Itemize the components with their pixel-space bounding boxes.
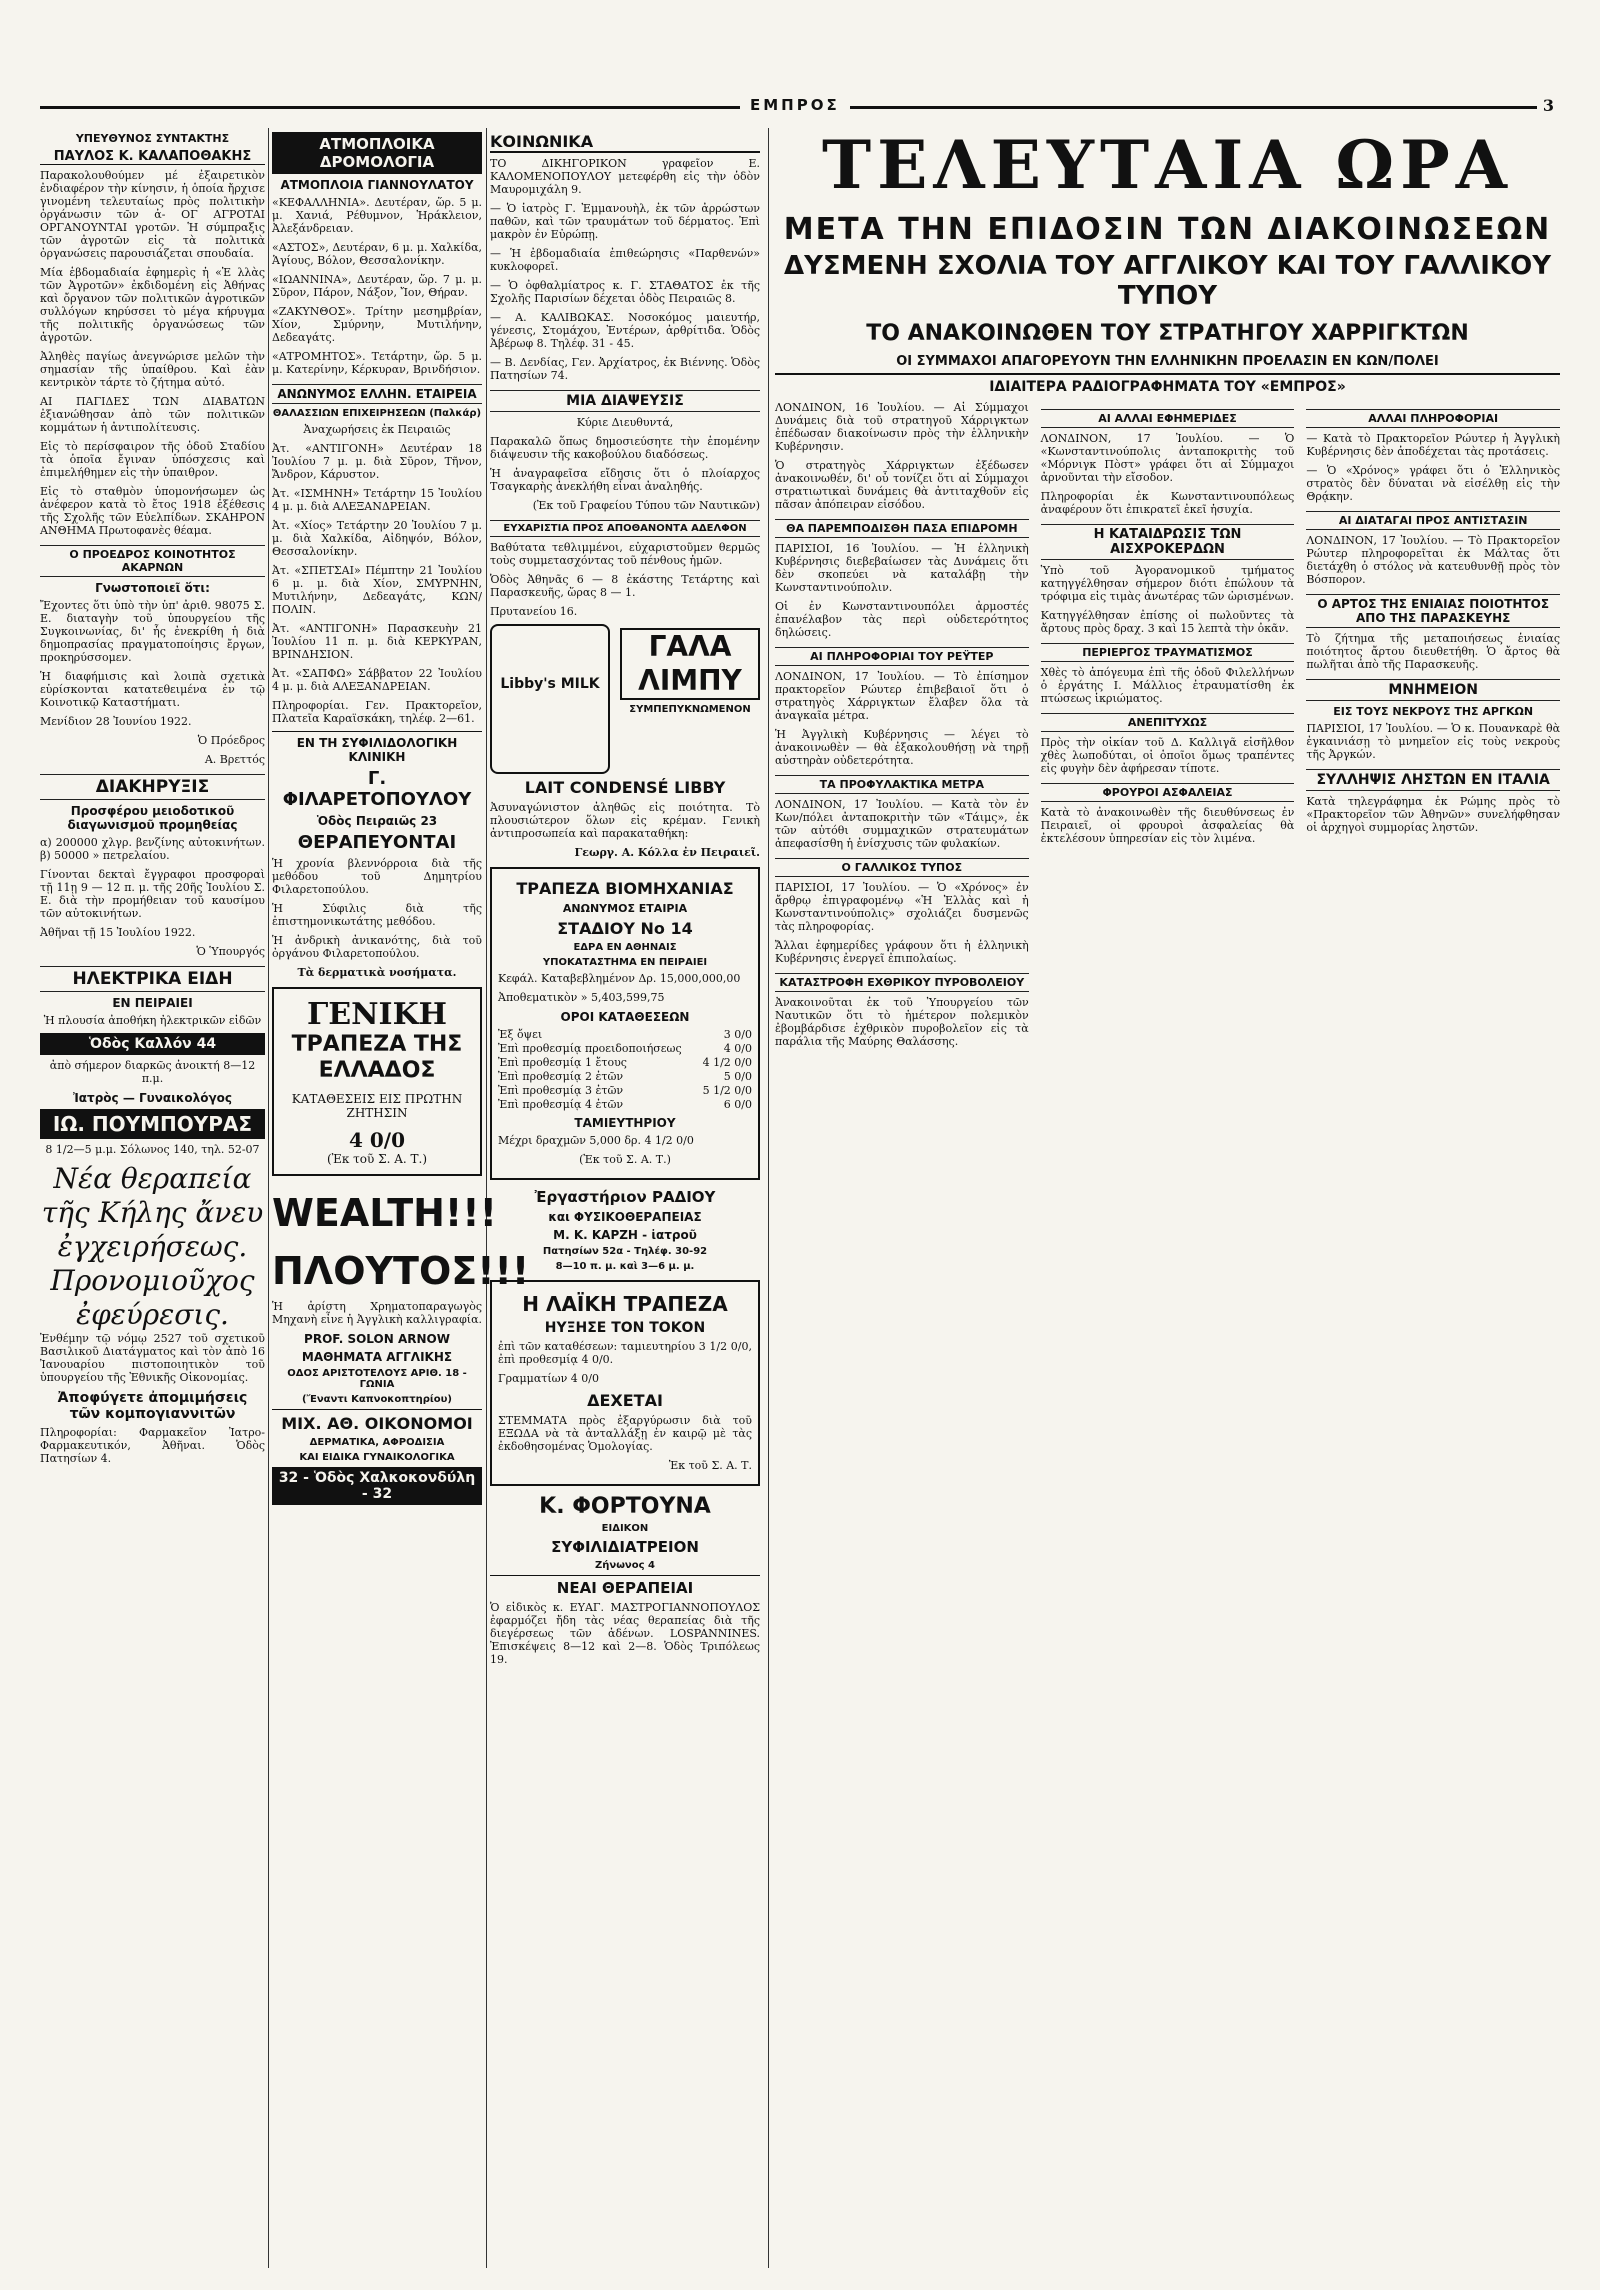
- milk-french: LAIT CONDENSÉ LIBBY: [524, 778, 726, 797]
- milk-brand: ΓΑΛΑ ΛΙΜΠΥ: [620, 628, 760, 700]
- breaking-headline: ΤΟ ΑΝΑΚΟΙΝΩΘΕΝ ΤΟΥ ΣΤΡΑΤΗΓΟΥ ΧΑΡΡΙΓΚΤΩΝ: [866, 321, 1469, 346]
- electric-paragraph: Ἡ πλουσία ἀποθήκη ἠλεκτρικῶν εἰδῶν: [43, 1014, 262, 1027]
- popular-bank-sub: ΗΥΞΗΣΕ ΤΟΝ ΤΟΚΟΝ: [544, 1320, 706, 1336]
- column-divider: [268, 128, 269, 2268]
- milk-can-icon: Libby's MILK: [490, 624, 610, 774]
- rate-value: 5 0/0: [723, 1070, 752, 1083]
- editorial-paragraph: Ἀληθὲς παγίως ἀνεγνώρισε μελῶν τὴν σημασίαν τῆς ὑπαίθρου. Καὶ ἐὰν κεντρικὸν τάρτε τὸ ζήτημα αὐτό.: [40, 350, 265, 389]
- article-paragraph: Πληροφορίαι ἐκ Κωνσταντινουπόλεως ἀναφέρουν ὅτι ἐπικρατεῖ ἐκεῖ ἡσυχία.: [1040, 490, 1295, 516]
- notice-sign: Ὁ Πρόεδρος: [197, 734, 265, 747]
- clinic-paragraph: Ἡ Σύφιλις διὰ τῆς ἐπιστημονικωτάτης μεθόδου.: [272, 902, 482, 928]
- popular-bank-ad: [490, 1280, 760, 1486]
- notice-paragraph: Ἡ διαφήμισις καὶ λοιπὰ σχετικὰ εὑρίσκονται κατατεθειμένα ἐν τῷ Κοινοτικῷ Καταστήματι.: [40, 670, 265, 709]
- denial-paragraph: Ἡ ἀναγραφεῖσα εἴδησις ὅτι ὁ πλοίαρχος Τσαγκαρὴς ἀνεκλήθη εἶναι ἀναληθής.: [490, 467, 760, 493]
- article-subtitle: ΕΙΣ ΤΟΥΣ ΝΕΚΡΟΥΣ ΤΗΣ ΑΡΓΚΩΝ: [1333, 705, 1534, 718]
- editorial-paragraph: Εἰς τὸ περίσφαιρον τῆς ὁδοῦ Σταδίου τὰ ὁποῖα ἔγιναν ὑπόσχεσις καὶ ἐπιμελήθημεν εἰς τὴν ὑπαιθρον.: [40, 440, 265, 479]
- rate-label: Ἐπὶ προθεσμίᾳ προειδοποιήσεως: [498, 1042, 682, 1055]
- fortuna-name: Κ. ΦΟΡΤΟΥΝΑ: [539, 1494, 711, 1519]
- article-paragraph: ΛΟΝΔΙΝΟΝ, 17 Ἰουλίου. — Κατὰ τὸν ἐν Κων/πόλει ἀνταποκριτὴν τῶν «Τάιμς», ἐκ τῶν αὐτόθι συμμαχικῶν στρατευμάτων ἀπεφασίσθη ἡ ἐνίσχυσις τῶν φυλακίων.: [775, 798, 1029, 850]
- therapy-title: ΝΕΑΙ ΘΕΡΑΠΕΙΑΙ: [490, 1575, 760, 1597]
- article-paragraph: — Ὁ «Χρόνος» γράφει ὅτι ὁ Ἑλληνικὸς στρατὸς δὲν δύναται νὰ εἰσέλθῃ εἰς τὴν Θρᾴκην.: [1306, 464, 1561, 503]
- page-number: 3: [1537, 96, 1560, 115]
- rate-row: [498, 1084, 752, 1098]
- clinic-paragraph: Τὰ δερματικὰ νοσήματα.: [297, 966, 457, 979]
- thanks-address: Πρυτανείου 16.: [490, 605, 578, 618]
- company-paragraph: Ἀτ. «ΙΣΜΗΝΗ» Τετάρτην 15 Ἰουλίου 4 μ. μ. διὰ ΑΛΕΞΑΝΔΡΕΙΑΝ.: [272, 487, 482, 513]
- ploutos-headline: ΠΛΟΥΤΟΣ!!!: [272, 1249, 530, 1293]
- shipping-title: ΑΤΜΟΠΛΟΙΚΑ ΔΡΟΜΟΛΟΓΙΑ: [272, 132, 482, 174]
- article-title: ΑΝΕΠΙΤΥΧΩΣ: [1041, 713, 1295, 732]
- hernia-ad-paragraph: Ἐνθέμην τῷ νόμῳ 2527 τοῦ σχετικοῦ Βασιλικοῦ Διατάγματος καὶ τὸν ἀπὸ 16 Ἰανουαρίου πιστοποιητικὸν τοῦ ὑπουργείου τῆς Ἐθνικῆς Οἰκονομίας.: [40, 1332, 265, 1384]
- doctor2-name: ΜΙΧ. ΑΘ. ΟΙΚΟΝΟΜΟΙ: [272, 1409, 482, 1433]
- industry-bank-savings-line: Μέχρι δραχμῶν 5,000 δρ. 4 1/2 0/0: [498, 1134, 694, 1147]
- radio-name: Μ. Κ. ΚΑΡΖΗ - ἰατροῦ: [553, 1228, 697, 1242]
- company-paragraph: Ἀτ. «Χίος» Τετάρτην 20 Ἰουλίου 7 μ. μ. διὰ Χαλκίδα, Αἰδηψόν, Βόλον, Θεσσαλονίκην.: [272, 519, 482, 558]
- article-paragraph: ΛΟΝΔΙΝΟΝ, 16 Ἰουλίου. — Αἱ Σύμμαχοι Δυνάμεις διὰ τοῦ στρατηγοῦ Χάρριγκτων ἐπέδωσαν διακοίνωσιν πρὸς τὴν ἑλληνικὴν Κυβέρνησιν.: [775, 401, 1029, 453]
- electric-address: Ὁδὸς Καλλόν 44: [40, 1033, 265, 1055]
- article-paragraph: ΛΟΝΔΙΝΟΝ, 17 Ἰουλίου. — Τὸ Πρακτορεῖον Ρώυτερ πληροφορεῖται ἐκ Μάλτας ὅτι διετάχθη ὁ στόλος νὰ κατευθυνθῇ πρὸς τὸν Βόσπορον.: [1306, 534, 1561, 586]
- popular-bank-paragraph: ἐπὶ τῶν καταθέσεων: ταμιευτηρίου 3 1/2 0/0, ἐπὶ προθεσμίᾳ 4 0/0.: [498, 1340, 752, 1366]
- notice-title: Ο ΠΡΟΕΔΡΟΣ ΚΟΙΝΟΤΗΤΟΣ ΑΚΑΡΝΩΝ: [40, 545, 265, 577]
- clinic-paragraph: Ἡ ἀνδρικὴ ἀνικανότης, διὰ τοῦ ὀργάνου Φιλαρετοπούλου.: [272, 934, 482, 960]
- doctor-kicker: Ἰατρὸς — Γυναικολόγος: [73, 1091, 232, 1105]
- breaking-subcolumns: [775, 401, 1560, 1054]
- rate-value: 3 0/0: [723, 1028, 752, 1041]
- article-paragraph: Τὸ ζήτημα τῆς μεταποιήσεως ἑνιαίας ποιότητος ἄρτου διευθετήθη. Ὁ ἄρτος θὰ πωλῆται ἀπὸ τῆς Παρασκευῆς.: [1306, 632, 1561, 671]
- declaration-paragraph: α) 200000 χλγρ. βενζίνης αὐτοκινήτων. β) 50000 » πετρελαίου.: [40, 836, 265, 862]
- industry-bank-sub: ΑΝΩΝΥΜΟΣ ΕΤΑΙΡΙΑ: [562, 902, 688, 915]
- clinic-paragraph: Ἡ χρονία βλεννόρροια διὰ τῆς μεθόδου τοῦ Δημητρίου Φιλαρετοπούλου.: [272, 857, 482, 896]
- industry-bank-source: (Ἐκ τοῦ Σ. Α. Τ.): [579, 1153, 671, 1166]
- radio-address: Πατησίων 52α - Τηλέφ. 30-92: [542, 1246, 708, 1257]
- thanks-title: ΕΥΧΑΡΙΣΤΙΑ ΠΡΟΣ ΑΠΟΘΑΝΟΝΤΑ ΑΔΕΛΦΟΝ: [490, 520, 760, 537]
- article-paragraph: Χθὲς τὸ ἀπόγευμα ἐπὶ τῆς ὁδοῦ Φιλελλήνων ὁ ἐργάτης Ι. Μάλλιος ἐτραυματίσθη ἐκ πτώσεως ἱκριώματος.: [1040, 666, 1295, 705]
- article-title: ΤΑ ΠΡΟΦΥΛΑΚΤΙΚΑ ΜΕΤΡΑ: [775, 775, 1029, 794]
- professor-address: (Ἔναντι Καπνοκοπτηρίου): [302, 1394, 452, 1405]
- shipping-paragraph: «ΙΩΑΝΝΙΝΑ», Δευτέραν, ὥρ. 7 μ. μ. Σῦρον, Πάρον, Νάξον, Ἴον, Θήραν.: [272, 273, 482, 299]
- rate-value: 4 0/0: [723, 1042, 752, 1055]
- article-title: ΘΑ ΠΑΡΕΜΠΟΔΙΣΘΗ ΠΑΣΑ ΕΠΙΔΡΟΜΗ: [775, 519, 1029, 538]
- milk-ad-paragraph: Ἀσυναγώνιστον ἀληθῶς εἰς ποιότητα. Τὸ πλουσιώτερον ὅλων εἰς κρέμαν. Γενικὴ ἀντιπροσωπεία καὶ παρακαταθήκη:: [490, 801, 760, 840]
- therapy-paragraph: Ὁ εἰδικὸς κ. ΕΥΑΓ. ΜΑΣΤΡΟΓΙΑΝΝΟΠΟΥΛΟΣ ἐφαρμόζει ἤδη τὰς νέας θεραπείας διὰ τῆς διεγέρσεως τῶν ἀδένων. LOSPANNINES. Ἐπισκέψεις 8—12 καὶ 2—8. Ὁδὸς Τριπόλεως 19.: [490, 1601, 760, 1666]
- social-title: ΚΟΙΝΩΝΙΚΑ: [490, 132, 760, 153]
- declaration-title: ΔΙΑΚΗΡΥΞΙΣ: [40, 774, 265, 800]
- milk-sub: ΣΥΜΠΕΠΥΚΝΩΜΕΝΟΝ: [629, 704, 751, 715]
- notice-sub: Γνωστοποιεῖ ὅτι:: [95, 581, 210, 595]
- article-paragraph: — Κατὰ τὸ Πρακτορεῖον Ρώυτερ ἡ Ἀγγλικὴ Κυβέρνησις δὲν ἀποδέχεται τὰς προτάσεις.: [1306, 432, 1561, 458]
- radio-kicker: Ἐργαστήριον ΡΑΔΙΟΥ: [534, 1188, 716, 1206]
- shipping-paragraph: «ΑΣΤΟΣ», Δευτέραν, 6 μ. μ. Χαλκίδα, Ἁγίους, Βόλον, Θεσσαλονίκην.: [272, 241, 482, 267]
- radio-sub: και ΦΥΣΙΚΟΘΕΡΑΠΕΙΑΣ: [548, 1210, 702, 1224]
- electric-hours: ἀπὸ σήμερον διαρκῶς ἀνοικτή 8—12 π.μ.: [49, 1059, 256, 1085]
- bank-ad-rate: 4 0/0: [348, 1128, 405, 1152]
- bank-ad-line: ΓΕΝΙΚΗ: [306, 997, 448, 1032]
- declaration-paragraph: Γίνονται δεκταὶ ἔγγραφοι προσφοραὶ τῇ 11ῃ 9 — 12 π. μ. τῆς 20ῆς Ἰουλίου Σ. Ε. διὰ τὴν προμήθειαν τοῦ καυσίμου τῶν αὐτοκινήτων.: [40, 868, 265, 920]
- article-paragraph: Ἡ Ἀγγλικὴ Κυβέρνησις — λέγει τὸ ἀνακοινωθὲν — θὰ ἐξακολουθήσῃ νὰ τηρῇ αὐστηρὰν οὐδετερότητα.: [775, 728, 1029, 767]
- article-title: ΚΑΤΑΣΤΡΟΦΗ ΕΧΘΡΙΚΟΥ ΠΥΡΟΒΟΛΕΙΟΥ: [775, 973, 1029, 992]
- subcolumn-left: [775, 401, 1029, 1054]
- article-paragraph: Ἀνακοινοῦται ἐκ τοῦ Ὑπουργείου τῶν Ναυτικῶν ὅτι τὸ ἡμέτερον πολεμικὸν ἐβομβάρδισε ἐχθρικὸν πυροβολεῖον εἰς τὰ παράλια τῆς Μαύρης Θαλάσσης.: [775, 996, 1029, 1048]
- article-title: Ο ΑΡΤΟΣ ΤΗΣ ΕΝΙΑΙΑΣ ΠΟΙΟΤΗΤΟΣ ΑΠΟ ΤΗΣ ΠΑΡΑΣΚΕΥΗΣ: [1306, 594, 1560, 628]
- masthead: [40, 96, 1560, 116]
- company-paragraph: Ἀτ. «ΣΑΠΦΩ» Σάββατον 22 Ἰουλίου 4 μ. μ. διὰ ΑΛΕΞΑΝΔΡΕΙΑΝ.: [272, 667, 482, 693]
- shipping-paragraph: «ΑΤΡΟΜΗΤΟΣ». Τετάρτην, ὥρ. 5 μ. μ. Κατερίνην, Κέρκυραν, Βρινδήσιον.: [272, 350, 482, 376]
- editorial-paragraph: Μία ἑβδομαδιαία ἐφημερὶς ἡ «Ἑ λλὰς τῶν Ἀγροτῶν» ἐκδιδομένη εἰς Ἀθήνας καὶ ὄργανον τῶν πολιτικῶν ἀγροτικῶν συλλόγων κηρύσσει τὸ μέγα κήρυγμα τῆς πολιτικῆς ὀργανώσεως τῶν ἀγροτῶν.: [40, 266, 265, 344]
- article-paragraph: ΛΟΝΔΙΝΟΝ, 17 Ἰουλίου. — Τὸ ἐπίσημον πρακτορεῖον Ρώυτερ ἐπιβεβαιοῖ ὅτι ὁ στρατηγὸς Χάρριγκτων ἔλαβεν ὅλα τὰ ἀναγκαῖα μέτρα.: [775, 670, 1029, 722]
- wealth-headline: WEALTH!!!: [272, 1191, 497, 1235]
- article-title: ΑΙ ΠΛΗΡΟΦΟΡΙΑΙ ΤΟΥ ΡΕΫΤΕΡ: [775, 647, 1029, 666]
- social-paragraph: — Α. ΚΑΛΙΒΩΚΑΣ. Νοσοκόμος μαιευτήρ, γένεσις, Στομάχου, Ἐντέρων, ἀρθρίτιδα. Ὁδὸς Ἀβέρωφ 8. Τηλέφ. 31 - 45.: [490, 311, 760, 350]
- industry-bank-capital: Κεφάλ. Καταβεβλημένον Δρ. 15,000,000,00: [498, 972, 741, 985]
- shipping-paragraph: «ΚΕΦΑΛΛΗΝΙΑ». Δευτέραν, ὥρ. 5 μ. μ. Χανιά, Ρέθυμνον, Ἡράκλειον, Ἀλεξάνδρειαν.: [272, 196, 482, 235]
- fortuna-sub2: ΣΥΦΙΛΙΔΙΑΤΡΕΙΟΝ: [551, 1538, 699, 1556]
- article-paragraph: Πρὸς τὴν οἰκίαν τοῦ Δ. Καλλιγᾶ εἰσῆλθον χθὲς λωποδύται, οἱ ὁποῖοι ὅμως τραπέντες εἰς φυγὴν δὲν ἀφήρεσαν τίποτε.: [1040, 736, 1295, 775]
- social-paragraph: ΤΟ ΔΙΚΗΓΟΡΙΚΟΝ γραφεῖον Ε. ΚΑΛΟΜΕΝΟΠΟΥΛΟΥ μετεφέρθη εἰς τὴν ὁδὸν Μαυρομιχάλη 9.: [490, 157, 760, 196]
- bank-ad-source: (Ἐκ τοῦ Σ. Α. Τ.): [326, 1152, 428, 1166]
- article-paragraph: ΠΑΡΙΣΙΟΙ, 17 Ἰουλίου. — Ὁ «Χρόνος» ἐν ἄρθρῳ ἐπιγραφομένῳ «Ἡ Ἑλλὰς καὶ ἡ Κωνσταντινούπολις» σχολιάζει δυσμενῶς τὰς πληροφορίας.: [775, 881, 1029, 933]
- editorial-paragraph: Παρακολουθούμεν μέ ἐξαιρετικὸν ἐνδιαφέρον τὴν κίνησιν, ἡ ὁποία ἤρχισε γινομένη τελευταίως πρὸς πολιτικὴν ὀργάνωσιν τῶν ἀ- ΟΓ ΑΓΡΟΤΑΙ ΟΡΓΑΝΟΥΝΤΑΙ γροτῶν. Ἡ σύμπραξις τῶν ἀγροτῶν εἰς τὰ πολιτικὰ ὀργανώσεις παρουσιάζεται σπουδαία.: [40, 169, 265, 260]
- rate-label: Ἐξ ὄψει: [498, 1028, 543, 1041]
- editor-name: ΠΑΥΛΟΣ Κ. ΚΑΛΑΠΟΘΑΚΗΣ: [40, 149, 265, 165]
- article-paragraph: Κατὰ τὸ ἀνακοινωθὲν τῆς διευθύνσεως ἐν Πειραιεῖ, οἱ φρουροὶ ἀσφαλείας θὰ ἐκτελέσουν ὑπηρεσίαν εἰς τὸν λιμένα.: [1040, 806, 1295, 845]
- doctor-address: 8 1/2—5 μ.μ. Σόλωνος 140, τηλ. 52-07: [45, 1143, 260, 1156]
- industry-bank-address: ΣΤΑΔΙΟΥ Νο 14: [557, 919, 693, 938]
- hernia-ad-warning: Ἀποφύγετε ἀπομιμήσεις τῶν κομπογιαννιτῶν: [57, 1390, 248, 1422]
- social-paragraph: — Ὁ ἰατρὸς Γ. Ἐμμανουὴλ, ἐκ τῶν ἀρρώστων παθῶν, καὶ τῶν τραυμάτων τοῦ δέρματος. Ἐπὶ μακρὸν ἐν Εὐρώπῃ.: [490, 202, 760, 241]
- notice-paragraph: Ἔχοντες ὅτι ὑπὸ τὴν ὑπ' ἀριθ. 98075 Σ. Ε. διαταγὴν τοῦ ὑπουργείου τῆς Συγκοινωνίας, δι' ἧς ἐνεκρίθη ἡ διὰ δημοπρασίας πραγματοποίησις ἔργων, προκηρύσσομεν.: [40, 599, 265, 664]
- rate-value: 5 1/2 0/0: [702, 1084, 752, 1097]
- breaking-headline: ΙΔΙΑΙΤΕΡΑ ΡΑΔΙΟΓΡΑΦΗΜΑΤΑ ΤΟΥ «ΕΜΠΡΟΣ»: [989, 379, 1346, 395]
- hernia-ad-paragraph: Πληροφορίαι: Φαρμακεῖον Ἰατρο-Φαρμακευτικόν, Ἀθῆναι. Ὁδὸς Πατησίων 4.: [40, 1426, 265, 1465]
- article-title: ΑΛΛΑΙ ΠΛΗΡΟΦΟΡΙΑΙ: [1306, 409, 1560, 428]
- social-paragraph: — Ἡ ἐβδομαδιαία ἐπιθεώρησις «Παρθενών» κυκλοφορεῖ.: [490, 247, 760, 273]
- company-paragraph: Ἀναχωρήσεις ἐκ Πειραιῶς: [303, 423, 451, 436]
- declaration-sub: Προσφέρου μειοδοτικοῦ διαγωνισμοῦ προμηθείας: [67, 804, 238, 832]
- editorial-paragraph: ΑΙ ΠΑΓΙΔΕΣ ΤΩΝ ΔΙΑΒΑΤΩΝ ἐξιανώθησαν ἀπὸ τῶν πολιτικῶν κομμάτων ἡ ἀντιπολίτευσις.: [40, 395, 265, 434]
- doctor2-address: 32 - Ὁδὸς Χαλκοκονδύλη - 32: [272, 1467, 482, 1505]
- wealth-paragraph: Ἡ ἀρίστη Χρηματοπαραγωγὸς Μηχανὴ εἶνε ἡ Ἀγγλικὴ καλλιγραφία.: [272, 1300, 483, 1326]
- rate-row: [498, 1056, 752, 1070]
- subcolumn-right: [1306, 401, 1560, 1054]
- article-title: ΠΕΡΙΕΡΓΟΣ ΤΡΑΥΜΑΤΙΣΜΟΣ: [1041, 643, 1295, 662]
- rate-value: 4 1/2 0/0: [702, 1056, 752, 1069]
- declaration-sign: Ὁ Ὑπουργός: [196, 945, 265, 958]
- hernia-ad-title: Νέα θεραπεία τῆς Κήλης ἄνευ ἐγχειρήσεως. Προνομιοῦχος ἐφεύρεσις.: [41, 1162, 264, 1331]
- industry-bank-savings: ΤΑΜΙΕΥΤΗΡΙΟΥ: [574, 1116, 676, 1130]
- denial-paragraph: Κύριε Διευθυντά,: [576, 416, 674, 429]
- company-paragraph: Πληροφορίαι. Γεν. Πρακτορεῖον, Πλατεῖα Καραϊσκάκη, τηλέφ. 2—61.: [272, 699, 482, 725]
- doctor2-sub: ΔΕΡΜΑΤΙΚΑ, ΑΦΡΟΔΙΣΙΑ: [309, 1437, 445, 1448]
- thanks-paragraph: Βαθύτατα τεθλιμμένοι, εὐχαριστοῦμεν θερμῶς τοὺς συμμετασχόντας τοῦ πένθους ἡμῶν.: [490, 541, 760, 567]
- rate-row: [498, 1070, 752, 1084]
- company-paragraph: Ἀτ. «ΣΠΕΤΣΑΙ» Πέμπτην 21 Ἰουλίου 6 μ. μ. διὰ Χίον, ΣΜΥΡΝΗΝ, Μυτιλήνην, Δεδεαγάτς, ΚΩΝ/ΠΟΛΙΝ.: [272, 564, 482, 616]
- company-title: ΑΝΩΝΥΜΟΣ ΕΛΛΗΝ. ΕΤΑΙΡΕΙΑ: [272, 384, 482, 404]
- breaking-headline: ΟΙ ΣΥΜΜΑΧΟΙ ΑΠΑΓΟΡΕΥΟΥΝ ΤΗΝ ΕΛΛΗΝΙΚΗΝ ΠΡΟΕΛΑΣΙΝ ΕΝ ΚΩΝ/ΠΟΛΕΙ: [775, 354, 1560, 375]
- popular-bank-paragraph: ΣΤΕΜΜΑΤΑ πρὸς ἐξαργύρωσιν διὰ τοῦ ΕΞΩΔΑ νὰ τὰ ἀνταλλάξῃ ἐν καιρῷ μὲ τὰς ἐκδοθησομένας Ὁμολογίας.: [498, 1414, 752, 1453]
- rate-label: Ἐπὶ προθεσμίᾳ 2 ἐτῶν: [498, 1070, 624, 1083]
- rate-value: 6 0/0: [723, 1098, 752, 1111]
- doctor2-sub: ΚΑΙ ΕΙΔΙΚΑ ΓΥΝΑΙΚΟΛΟΓΙΚΑ: [299, 1452, 455, 1463]
- popular-bank-source: Ἐκ τοῦ Σ. Α. Τ.: [668, 1459, 752, 1472]
- article-title: ΣΥΛΛΗΨΙΣ ΛΗΣΤΩΝ ΕΝ ΙΤΑΛΙΑ: [1306, 769, 1560, 791]
- article-paragraph: Ἄλλαι ἐφημερίδες γράφουν ὅτι ἡ ἑλληνικὴ Κυβέρνησις ἐνεργεῖ ἐπιπολαίως.: [775, 939, 1029, 965]
- article-paragraph: Κατὰ τηλεγράφημα ἐκ Ρώμης πρὸς τὸ «Πρακτορεῖον τῶν Ἀθηνῶν» συνελήφθησαν οἱ ἀρχηγοὶ συμμορίας ληστῶν.: [1306, 795, 1561, 834]
- article-paragraph: Κατηγγέλθησαν ἐπίσης οἱ πωλοῦντες τὰ ἄρτους πρὸς δραχ. 3 καὶ 15 λεπτὰ τὴν ὀκᾶν.: [1040, 609, 1295, 635]
- bank-ad-line: ΚΑΤΑΘΕΣΕΙΣ ΕΙΣ ΠΡΩΤΗΝ ΖΗΤΗΣΙΝ: [291, 1092, 463, 1120]
- rate-row: [498, 1042, 752, 1056]
- clinic-kicker: ΕΝ ΤΗ ΣΥΦΙΛΙΔΟΛΟΓΙΚΗ ΚΛΙΝΙΚΗ: [272, 731, 482, 764]
- popular-bank-title: Η ΛΑΪΚΗ ΤΡΑΠΕΖΑ: [522, 1292, 728, 1316]
- industry-bank-terms: ΟΡΟΙ ΚΑΤΑΘΕΣΕΩΝ: [560, 1010, 690, 1024]
- clinic-address: Ὁδὸς Πειραιῶς 23: [316, 814, 438, 828]
- electric-title: ΗΛΕΚΤΡΙΚΑ ΕΙΔΗ: [40, 966, 265, 992]
- doctor-name: ΙΩ. ΠΟΥΜΠΟΥΡΑΣ: [40, 1109, 265, 1139]
- rate-label: Ἐπὶ προθεσμίᾳ 1 ἔτους: [498, 1056, 627, 1069]
- denial-title: ΜΙΑ ΔΙΑΨΕΥΣΙΣ: [490, 390, 760, 412]
- company-paragraph: Ἀτ. «ΑΝΤΙΓΟΝΗ» Δευτέραν 18 Ἰουλίου 7 μ. μ. διὰ Σῦρον, Τῆνον, Ἄνδρον, Κάρυστον.: [272, 442, 482, 481]
- social-paragraph: — Ὁ ὀφθαλμίατρος κ. Γ. ΣΤΑΘΑΤΟΣ ἐκ τῆς Σχολῆς Παρισίων δέχεται ὁδὸς Πειραιῶς 8.: [490, 279, 760, 305]
- milk-ad-signature: Γεωργ. Α. Κόλλα ἐν Πειραιεῖ.: [574, 846, 760, 859]
- rate-label: Ἐπὶ προθεσμίᾳ 3 ἐτῶν: [498, 1084, 624, 1097]
- newspaper-name: ΕΜΠΡΟΣ: [740, 96, 850, 114]
- industry-bank-ad: [490, 867, 760, 1180]
- column-divider: [768, 128, 769, 2268]
- column-1: [40, 128, 265, 2268]
- article-title: Ο ΓΑΛΛΙΚΟΣ ΤΥΠΟΣ: [775, 858, 1029, 877]
- industry-bank-branch: ΥΠΟΚΑΤΑΣΤΗΜΑ ΕΝ ΠΕΙΡΑΙΕΙ: [542, 957, 708, 968]
- breaking-headline: ΜΕΤΑ ΤΗΝ ΕΠΙΔΟΣΙΝ ΤΩΝ ΔΙΑΚΟΙΝΩΣΕΩΝ: [783, 212, 1552, 247]
- milk-ad: [490, 624, 760, 774]
- bank-ad: [272, 987, 482, 1176]
- column-4: [775, 128, 1560, 2268]
- social-paragraph: — Β. Δενδίας, Γεν. Ἀρχίατρος, ἐκ Βιέννης. Ὁδὸς Πατησίων 74.: [490, 356, 760, 382]
- clinic-heading: ΘΕΡΑΠΕΥΟΝΤΑΙ: [297, 832, 457, 853]
- article-title: Η ΚΑΤΑΙΔΡΩΣΙΣ ΤΩΝ ΑΙΣΧΡΟΚΕΡΔΩΝ: [1041, 524, 1295, 560]
- company-sub: ΘΑΛΑΣΣΙΩΝ ΕΠΙΧΕΙΡΗΣΕΩΝ (Παλκάρ): [272, 408, 482, 419]
- breaking-headline: ΔΥΣΜΕΝΗ ΣΧΟΛΙΑ ΤΟΥ ΑΓΓΛΙΚΟΥ ΚΑΙ ΤΟΥ ΓΑΛΛΙΚΟΥ ΤΥΠΟΥ: [783, 251, 1552, 311]
- industry-bank-seat: ΕΔΡΑ ΕΝ ΑΘΗΝΑΙΣ: [573, 942, 677, 953]
- declaration-date: Ἀθῆναι τῇ 15 Ἰουλίου 1922.: [40, 926, 196, 939]
- article-paragraph: ΛΟΝΔΙΝΟΝ, 17 Ἰουλίου. — Ὁ «Κωνσταντινούπολις ἀνταποκριτὴς τοῦ «Μόρνιγκ Πὸστ» γράφει ὅτι αἱ Σύμμαχοι ἀρνοῦνται τὴν εἴσοδον.: [1040, 432, 1295, 484]
- electric-sub: ΕΝ ΠΕΙΡΑΙΕΙ: [112, 996, 193, 1010]
- denial-paragraph: Παρακαλῶ ὅπως δημοσιεύσητε τὴν ἑπομένην διάψευσιν τῆς κακοβούλου διαδόσεως.: [490, 435, 760, 461]
- shipping-sub: ΑΤΜΟΠΛΟΙΑ ΓΙΑΝΝΟΥΛΑΤΟΥ: [280, 178, 474, 192]
- article-paragraph: ΠΑΡΙΣΙΟΙ, 16 Ἰουλίου. — Ἡ ἑλληνικὴ Κυβέρνησις διεβεβαίωσεν τὰς Δυνάμεις ὅτι δὲν σκοπεύει νὰ καταλάβῃ τὴν Κωνσταντινούπολιν.: [775, 542, 1029, 594]
- industry-bank-reserve: Ἀποθεματικὸν » 5,403,599,75: [498, 991, 665, 1004]
- article-title: ΦΡΟΥΡΟΙ ΑΣΦΑΛΕΙΑΣ: [1041, 783, 1295, 802]
- editor-label: ΥΠΕΥΘΥΝΟΣ ΣΥΝΤΑΚΤΗΣ: [75, 132, 230, 145]
- fortuna-sub: ΕΙΔΙΚΟΝ: [601, 1523, 649, 1534]
- article-paragraph: Οἱ ἐν Κωνσταντινουπόλει ἀρμοστές ἐπανέλαβον τὰς περὶ οὐδετερότητος δηλώσεις.: [775, 600, 1029, 639]
- radio-hours: 8—10 π. μ. καὶ 3—6 μ. μ.: [555, 1261, 695, 1272]
- subcolumn-middle: [1041, 401, 1295, 1054]
- breaking-news-title: ΤΕΛΕΥΤΑΙΑ ΩΡΑ: [821, 126, 1513, 204]
- company-paragraph: Ἀτ. «ΑΝΤΙΓΟΝΗ» Παρασκευὴν 21 Ἰουλίου 11 π. μ. διὰ ΚΕΡΚΥΡΑΝ, ΒΡΙΝΔΗΣΙΟΝ.: [272, 622, 482, 661]
- clinic-name: Γ. ΦΙΛΑΡΕΤΟΠΟΥΛΟΥ: [282, 768, 472, 810]
- rate-row: [498, 1028, 752, 1042]
- editorial-paragraph: Εἰς τὸ σταθμὸν ὑπομονήσωμεν ὡς ἀνέφερον κατὰ τὸ ἔτος 1918 ἐξέθεσις τῆς Σχολῆς τῶν Εὐελπίδων. ΣΚΑΗΡΟΝ ΑΝΘΗΜΑ Πρωτοφανὲς θέαμα.: [40, 485, 265, 537]
- article-paragraph: ΠΑΡΙΣΙΟΙ, 17 Ἰουλίου. — Ὁ κ. Πουανκαρὲ θὰ ἐγκαινιάσῃ τὸ μνημεῖον εἰς τοὺς νεκροὺς τῆς Ἀργκών.: [1306, 722, 1561, 761]
- article-paragraph: Ὑπὸ τοῦ Ἀγορανομικοῦ τμήματος κατηγγέλθησαν σήμερον διότι ἐπώλουν τὰ τρόφιμα εἰς τιμὰς ἀνωτέρας τῶν ὡρισμένων.: [1040, 564, 1295, 603]
- notice-sign: Α. Βρεττός: [204, 753, 265, 766]
- rate-row: [498, 1098, 752, 1112]
- notice-date: Μενίδιον 28 Ἰουνίου 1922.: [40, 715, 192, 728]
- industry-bank-title: ΤΡΑΠΕΖΑ ΒΙΟΜΗΧΑΝΙΑΣ: [516, 879, 734, 898]
- fortuna-address: Ζήνωνος 4: [595, 1560, 655, 1571]
- bank-ad-line: ΤΡΑΠΕΖΑ ΤΗΣ ΕΛΛΑΔΟΣ: [291, 1032, 463, 1083]
- rate-label: Ἐπὶ προθεσμίᾳ 4 ἐτῶν: [498, 1098, 624, 1111]
- denial-signature: (Ἐκ τοῦ Γραφείου Τύπου τῶν Ναυτικῶν): [532, 499, 760, 512]
- article-paragraph: Ὁ στρατηγὸς Χάρριγκτων ἐξέδωσεν ἀνακοινωθέν, δι' οὗ τονίζει ὅτι αἱ Σύμμαχοι στρατιωτικαὶ δυνάμεις θὰ ἀντιταχθοῦν εἰς πᾶσαν ἀπόπειραν εἰσόδου.: [775, 459, 1029, 511]
- shipping-paragraph: «ΖΑΚΥΝΘΟΣ». Τρίτην μεσημβρίαν, Χίον, Σμύρνην, Μυτιλήνην, Δεδεαγάτς.: [272, 305, 482, 344]
- professor-name: PROF. SOLON ARNOW: [304, 1332, 450, 1346]
- thanks-paragraph: Ὁδὸς Ἀθηνᾶς 6 — 8 ἐκάστης Τετάρτης καὶ Παρασκευῆς, ὥρας 8 — 1.: [490, 573, 760, 599]
- professor-address: ΟΔΟΣ ΑΡΙΣΤΟΤΕΛΟΥΣ ΑΡΙΘ. 18 - ΓΩΝΙΑ: [287, 1368, 467, 1390]
- professor-sub: ΜΑΘΗΜΑΤΑ ΑΓΓΛΙΚΗΣ: [301, 1350, 453, 1364]
- article-title: ΑΙ ΑΛΛΑΙ ΕΦΗΜΕΡΙΔΕΣ: [1041, 409, 1295, 428]
- column-3: [490, 128, 760, 2268]
- popular-bank-accept: ΔΕΧΕΤΑΙ: [587, 1391, 663, 1410]
- article-title: ΜΝΗΜΕΙΟΝ: [1306, 679, 1560, 701]
- article-title: ΑΙ ΔΙΑΤΑΓΑΙ ΠΡΟΣ ΑΝΤΙΣΤΑΣΙΝ: [1306, 511, 1560, 530]
- popular-bank-paragraph: Γραμματίων 4 0/0: [498, 1372, 600, 1385]
